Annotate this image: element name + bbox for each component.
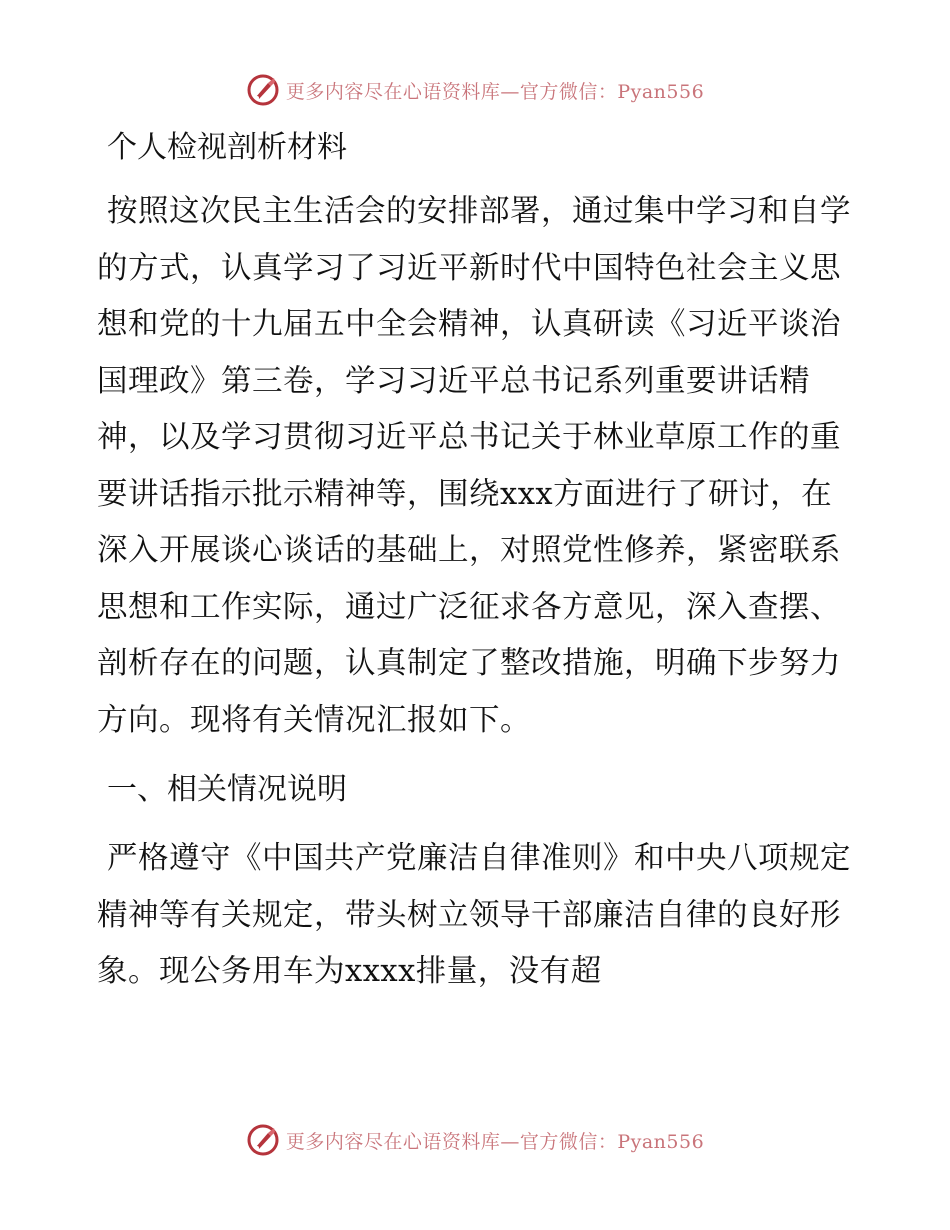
quill-logo-icon: [246, 73, 280, 107]
document-title: 个人检视剖析材料: [107, 130, 347, 165]
footer-banner-text: 更多内容尽在心语资料库—官方微信：Pyan556: [285, 1130, 705, 1153]
quill-logo-icon: [246, 1123, 280, 1157]
intro-paragraph: [97, 184, 857, 749]
header-banner-text: 更多内容尽在心语资料库—官方微信：Pyan556: [285, 80, 705, 103]
section-paragraph-text: 严格遵守《中国共产党廉洁自律准则》和中央八项规定精神等有关规定，带头树立领导干部廉洁自律的良好形象。现公务用车为xxxx排量，没有超: [97, 841, 851, 989]
section-paragraph: [97, 831, 857, 1001]
header-banner: [0, 70, 950, 110]
footer-banner: [0, 1120, 950, 1160]
document-body: [97, 120, 857, 1001]
section-heading: 一、相关情况说明: [107, 772, 347, 807]
intro-paragraph-text: 按照这次民主生活会的安排部署，通过集中学习和自学的方式，认真学习了习近平新时代中国特色社会主义思想和党的十九届五中全会精神，认真研读《习近平谈治国理政》第三卷，学习习近平总书记系列重要讲话精神，以及学习贯彻习近平总书记关于林业草原工作的重要讲话指示批示精神等，围绕xxx方面进行了研讨，在深入开展谈心谈话的基础上，对照党性修养，紧密联系思想和工作实际，通过广泛征求各方意见，深入查摆、剖析存在的问题，认真制定了整改措施，明确下步努力方向。现将有关情况汇报如下。: [97, 194, 851, 738]
